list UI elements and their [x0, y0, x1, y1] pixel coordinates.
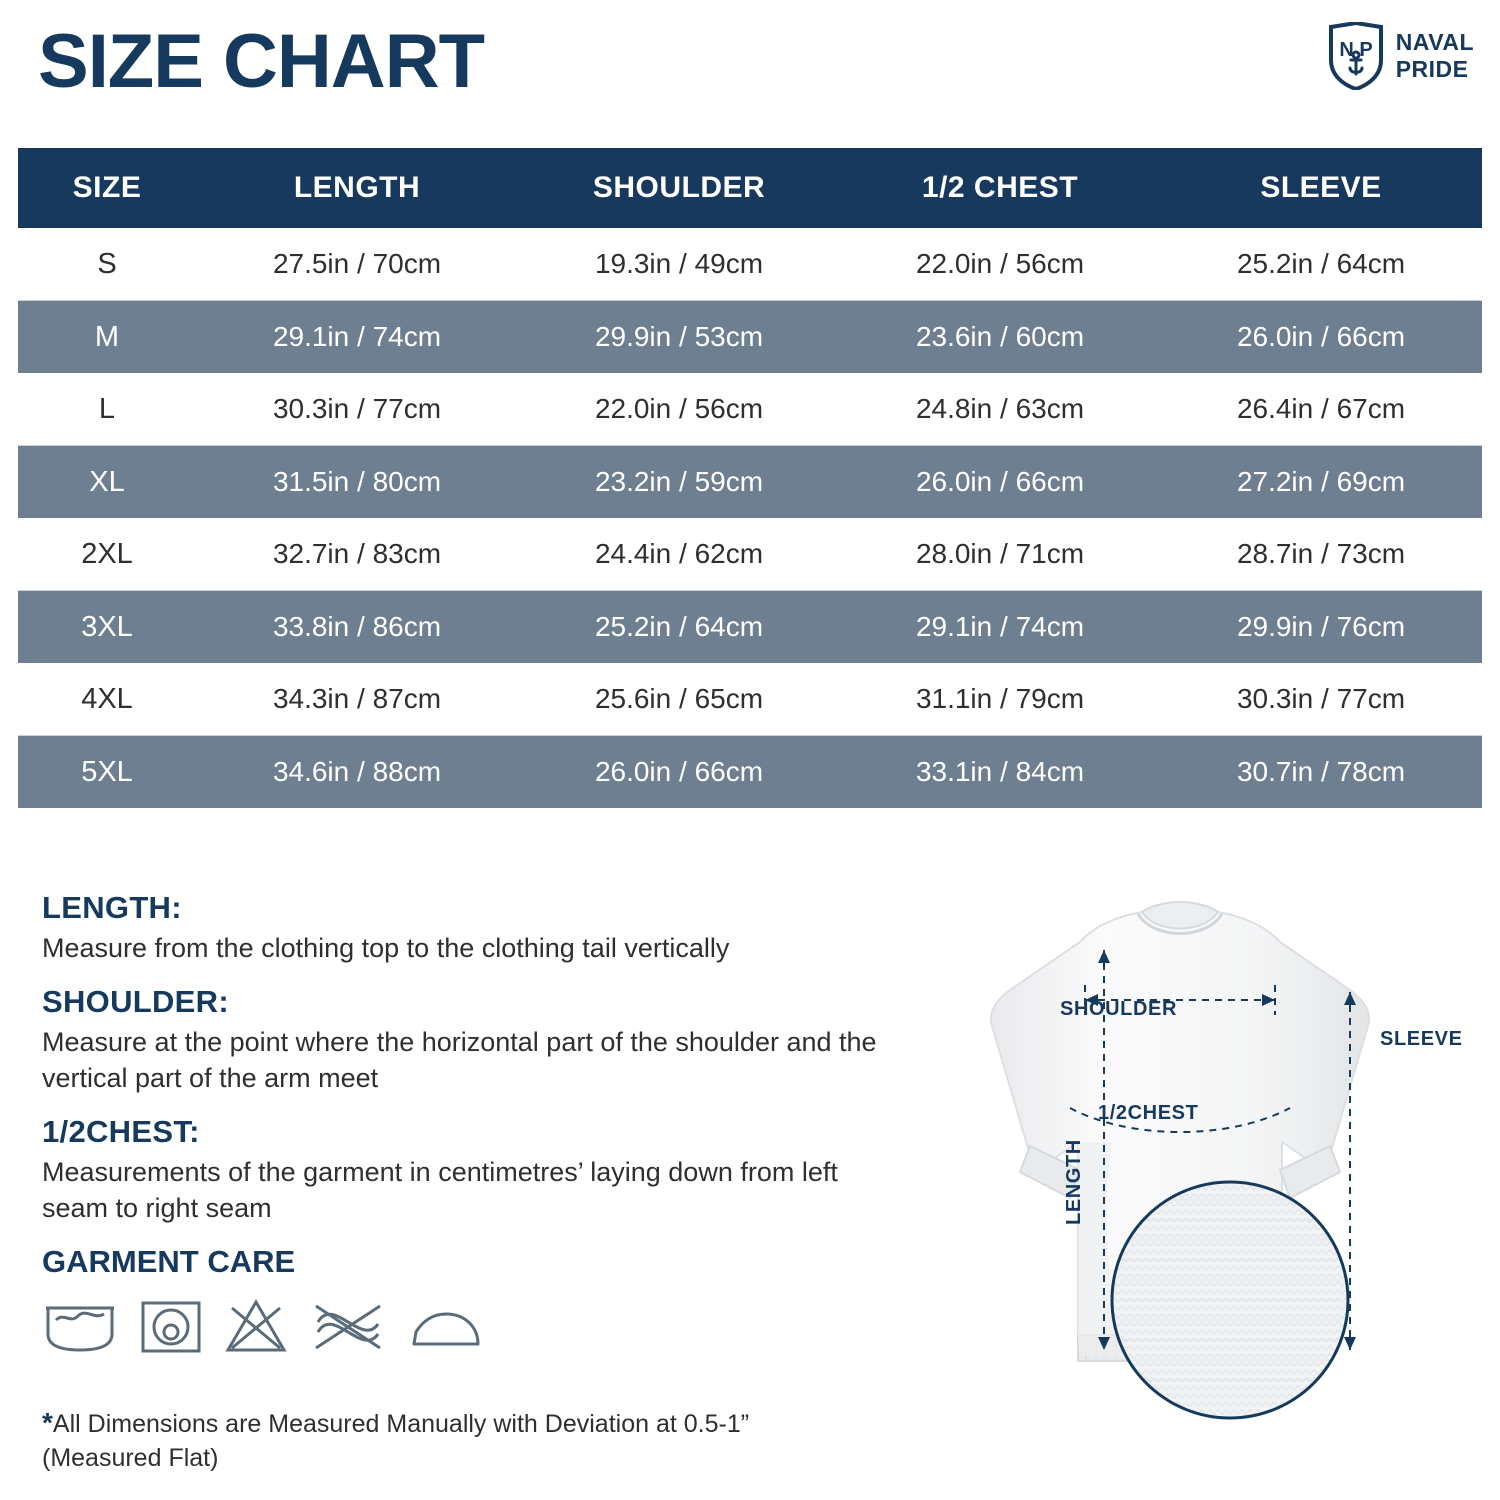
shoulder-heading: SHOULDER:	[42, 984, 229, 1019]
table-row	[18, 228, 1482, 301]
cell-sleeve: 27.2in / 69cm	[1160, 446, 1482, 519]
cell-sleeve: 26.4in / 67cm	[1160, 373, 1482, 446]
cell-sleeve: 29.9in / 76cm	[1160, 591, 1482, 664]
table-row	[18, 518, 1482, 591]
cell-size: 3XL	[18, 591, 196, 664]
table-row	[18, 446, 1482, 519]
shield-icon	[1328, 22, 1384, 90]
diagram-label-sleeve: SLEEVE	[1380, 1028, 1463, 1050]
cell-shoulder: 25.2in / 64cm	[518, 591, 840, 664]
garment-care-icons	[42, 1298, 892, 1356]
chest-heading: 1/2CHEST:	[42, 1114, 200, 1149]
measurement-instructions	[42, 890, 892, 1356]
cell-length: 27.5in / 70cm	[196, 228, 518, 301]
cell-length: 33.8in / 86cm	[196, 591, 518, 664]
cell-chest: 28.0in / 71cm	[840, 518, 1160, 591]
cell-shoulder: 29.9in / 53cm	[518, 301, 840, 374]
diagram-label-chest: 1/2CHEST	[1098, 1102, 1199, 1124]
do-not-bleach-icon	[224, 1298, 288, 1356]
cell-size: 4XL	[18, 663, 196, 736]
cell-shoulder: 24.4in / 62cm	[518, 518, 840, 591]
length-description: Measure from the clothing top to the clothing tail vertically	[42, 933, 730, 963]
size-table	[18, 148, 1482, 808]
column-header-chest: 1/2 CHEST	[840, 148, 1160, 228]
cell-chest: 22.0in / 56cm	[840, 228, 1160, 301]
cell-sleeve: 28.7in / 73cm	[1160, 518, 1482, 591]
do-not-wring-icon	[310, 1298, 386, 1356]
length-heading: LENGTH:	[42, 890, 182, 925]
table-row	[18, 663, 1482, 736]
garment-diagram	[880, 880, 1480, 1480]
table-row	[18, 736, 1482, 809]
cell-length: 34.3in / 87cm	[196, 663, 518, 736]
footnote	[42, 1406, 842, 1475]
iron-low-icon	[408, 1298, 484, 1356]
cell-size: 2XL	[18, 518, 196, 591]
cell-chest: 29.1in / 74cm	[840, 591, 1160, 664]
footnote-text: All Dimensions are Measured Manually with Deviation at 0.5-1” (Measured Flat)	[42, 1410, 750, 1472]
cell-size: M	[18, 301, 196, 374]
svg-text:N P: N P	[1339, 39, 1373, 61]
brand-logo	[1328, 22, 1474, 90]
chest-description: Measurements of the garment in centimetres’ laying down from left seam to right seam	[42, 1157, 838, 1223]
cell-size: L	[18, 373, 196, 446]
header	[0, 0, 1500, 148]
cell-shoulder: 26.0in / 66cm	[518, 736, 840, 809]
cell-chest: 23.6in / 60cm	[840, 301, 1160, 374]
cell-shoulder: 25.6in / 65cm	[518, 663, 840, 736]
garment-care-heading: GARMENT CARE	[42, 1244, 296, 1279]
table-body	[18, 228, 1482, 808]
tumble-dry-low-icon	[140, 1298, 202, 1356]
cell-length: 29.1in / 74cm	[196, 301, 518, 374]
table-row	[18, 301, 1482, 374]
page-title: SIZE CHART	[38, 19, 484, 104]
table-row	[18, 591, 1482, 664]
cell-shoulder: 19.3in / 49cm	[518, 228, 840, 301]
cell-length: 34.6in / 88cm	[196, 736, 518, 809]
cell-size: 5XL	[18, 736, 196, 809]
diagram-label-length: LENGTH	[1063, 1139, 1085, 1225]
column-header-size: SIZE	[18, 148, 196, 228]
column-header-sleeve: SLEEVE	[1160, 148, 1482, 228]
column-header-length: LENGTH	[196, 148, 518, 228]
table-header-row	[18, 148, 1482, 228]
brand-name-line2: PRIDE	[1395, 56, 1469, 82]
footnote-star: *	[42, 1407, 53, 1438]
column-header-shoulder: SHOULDER	[518, 148, 840, 228]
cell-size: XL	[18, 446, 196, 519]
cell-chest: 26.0in / 66cm	[840, 446, 1160, 519]
cell-chest: 24.8in / 63cm	[840, 373, 1160, 446]
cell-shoulder: 22.0in / 56cm	[518, 373, 840, 446]
hand-wash-icon	[42, 1298, 118, 1356]
cell-shoulder: 23.2in / 59cm	[518, 446, 840, 519]
cell-sleeve: 30.3in / 77cm	[1160, 663, 1482, 736]
brand-name	[1396, 29, 1474, 83]
cell-length: 32.7in / 83cm	[196, 518, 518, 591]
cell-chest: 31.1in / 79cm	[840, 663, 1160, 736]
shoulder-description: Measure at the point where the horizontal part of the shoulder and the vertical part of the arm meet	[42, 1027, 877, 1093]
diagram-label-shoulder: SHOULDER	[1060, 998, 1178, 1020]
cell-sleeve: 30.7in / 78cm	[1160, 736, 1482, 809]
cell-sleeve: 25.2in / 64cm	[1160, 228, 1482, 301]
table-row	[18, 373, 1482, 446]
cell-length: 30.3in / 77cm	[196, 373, 518, 446]
table-header	[18, 148, 1482, 228]
cell-length: 31.5in / 80cm	[196, 446, 518, 519]
cell-chest: 33.1in / 84cm	[840, 736, 1160, 809]
cell-sleeve: 26.0in / 66cm	[1160, 301, 1482, 374]
cell-size: S	[18, 228, 196, 301]
brand-name-line1: NAVAL	[1395, 29, 1474, 55]
